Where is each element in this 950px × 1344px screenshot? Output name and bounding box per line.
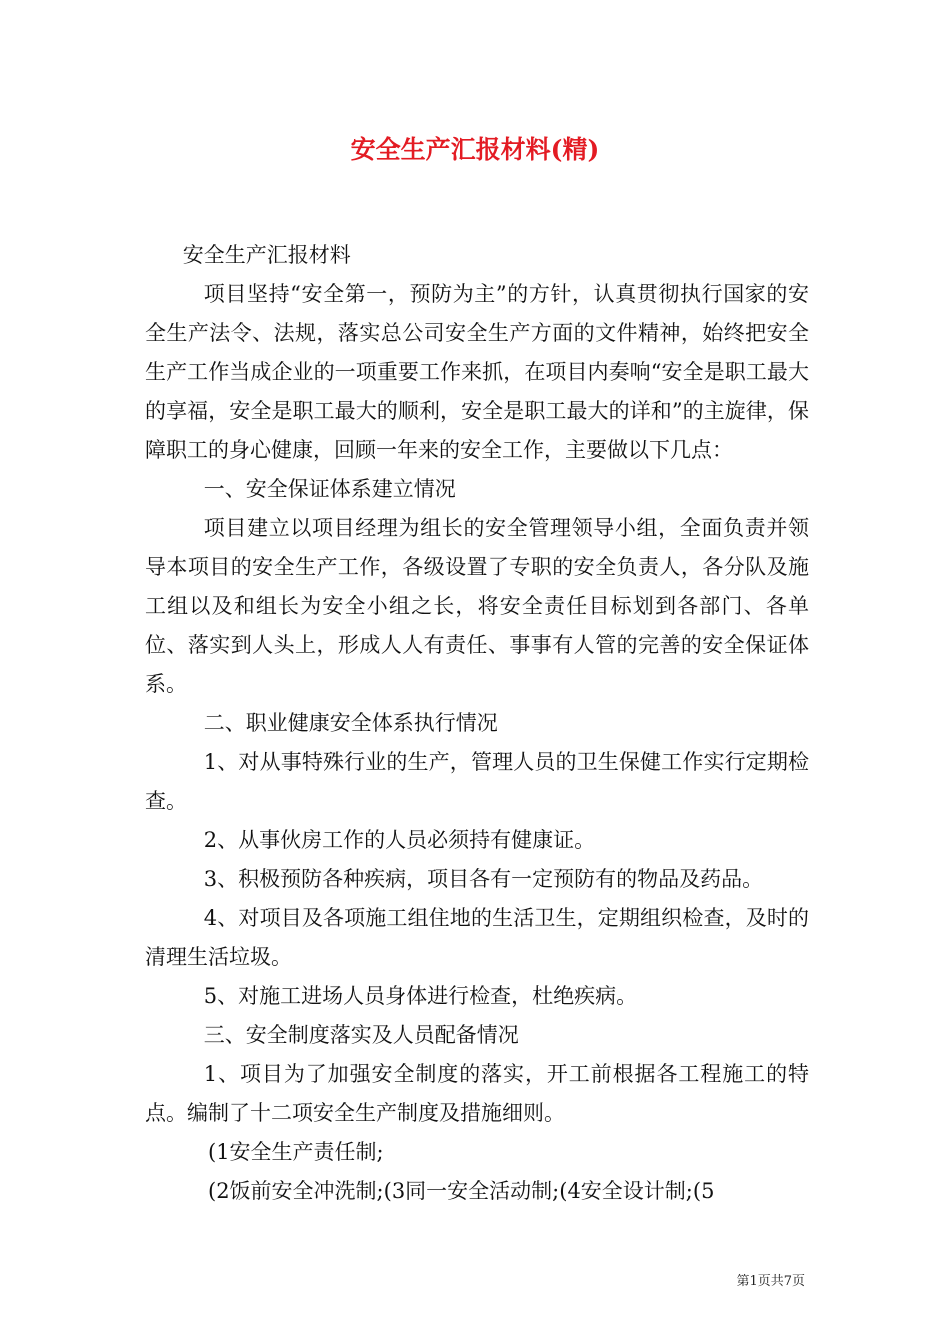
document-body [145, 236, 809, 1211]
section-2-item-4: 4、对项目及各项施工组住地的生活卫生，定期组织检查，及时的清理生活垃圾。 [145, 906, 809, 969]
section-3-item-1: 1、项目为了加强安全制度的落实，开工前根据各工程施工的特点。编制了十二项安全生产制度及措施细则。 [145, 1062, 809, 1125]
intro-paragraph: 项目坚持“安全第一，预防为主”的方针，认真贯彻执行国家的安全生产法令、法规，落实总公司安全生产方面的文件精神，始终把安全生产工作当成企业的一项重要工作来抓，在项目内奏响“安全是职工最大的享福，安全是职工最大的顺利，安全是职工最大的详和”的主旋律，保障职工的身心健康，回顾一年来的安全工作，主要做以下几点： [145, 282, 809, 462]
document-title: 安全生产汇报材料(精) [350, 135, 600, 164]
rule-list-line-1: (1安全生产责任制; [208, 1140, 384, 1164]
section-heading: 安全生产汇报材料 [182, 243, 351, 267]
section-2-item-1: 1、对从事特殊行业的生产，管理人员的卫生保健工作实行定期检查。 [145, 750, 809, 813]
page-number: 第1页共7页 [736, 1274, 805, 1289]
section-1-paragraph: 项目建立以项目经理为组长的安全管理领导小组，全面负责并领导本项目的安全生产工作，各级设置了专职的安全负责人，各分队及施工组以及和组长为安全小组之长，将安全责任目标划到各部门、各单位、落实到人头上，形成人人有责任、事事有人管的完善的安全保证体系。 [145, 516, 809, 696]
section-2-item-5: 5、对施工进场人员身体进行检查，杜绝疾病。 [203, 984, 638, 1008]
section-2-item-3: 3、积极预防各种疾病，项目各有一定预防有的物品及药品。 [203, 867, 764, 891]
section-1-heading: 一、安全保证体系建立情况 [203, 477, 456, 501]
section-3-heading: 三、安全制度落实及人员配备情况 [203, 1023, 519, 1047]
section-2-item-2: 2、从事伙房工作的人员必须持有健康证。 [203, 828, 596, 852]
section-2-heading: 二、职业健康安全体系执行情况 [203, 711, 498, 735]
rule-list-line-2: (2饭前安全冲洗制;(3同一安全活动制;(4安全设计制;(5 [208, 1179, 715, 1203]
